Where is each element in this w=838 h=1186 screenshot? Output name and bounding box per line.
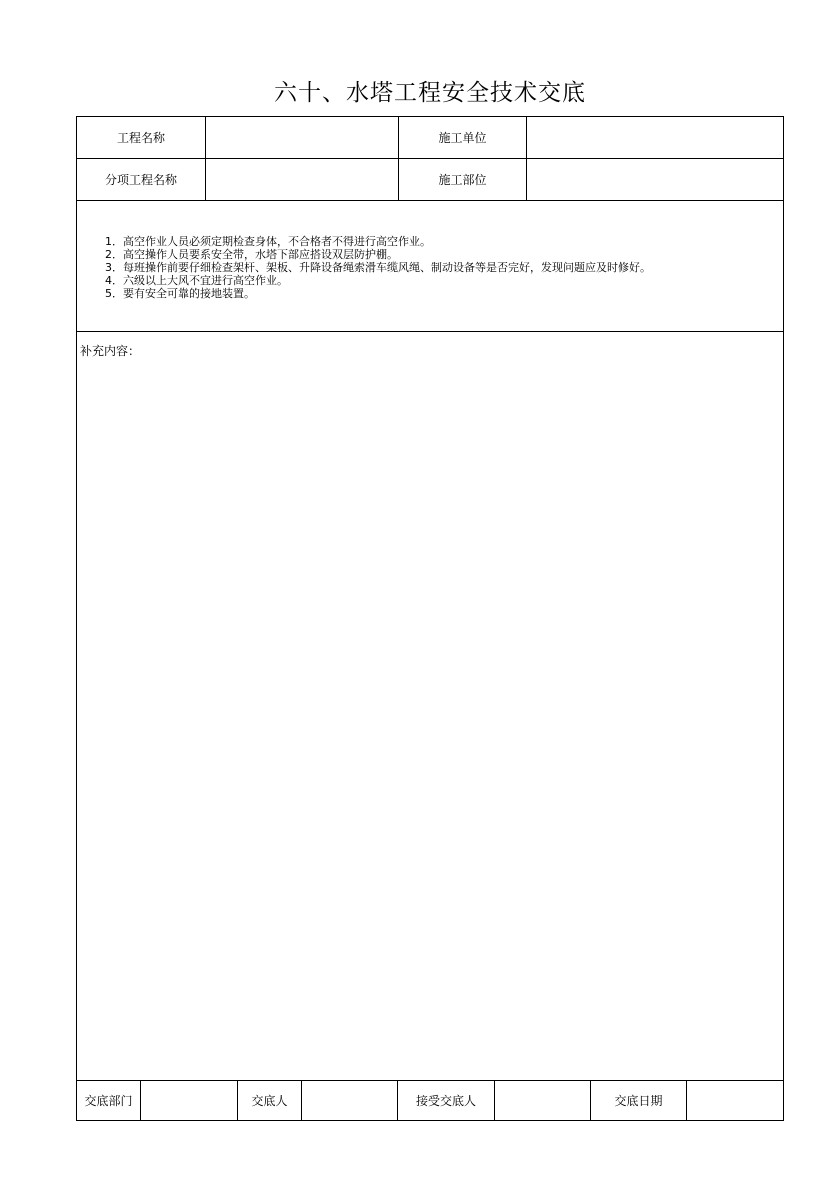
safety-item: 1．高空作业人员必须定期检查身体，不合格者不得进行高空作业。 bbox=[105, 235, 431, 248]
construction-part-field[interactable] bbox=[527, 159, 783, 200]
page-title: 六十、水塔工程安全技术交底 bbox=[274, 80, 586, 106]
date-field[interactable] bbox=[687, 1081, 783, 1120]
construction-unit-label: 施工单位 bbox=[399, 117, 527, 158]
date-label: 交底日期 bbox=[591, 1081, 687, 1120]
project-name-field[interactable] bbox=[206, 117, 399, 158]
dept-field[interactable] bbox=[141, 1081, 238, 1120]
safety-content-section bbox=[77, 201, 783, 332]
safety-items-list bbox=[105, 235, 651, 300]
supplement-label: 补充内容： bbox=[80, 344, 141, 358]
project-name-row bbox=[77, 117, 783, 159]
presenter-field[interactable] bbox=[302, 1081, 398, 1120]
receiver-label: 接受交底人 bbox=[398, 1081, 495, 1120]
sub-project-field[interactable] bbox=[206, 159, 399, 200]
dept-label: 交底部门 bbox=[77, 1081, 141, 1120]
safety-item: 4．六级以上大风不宜进行高空作业。 bbox=[105, 274, 288, 287]
safety-item: 5．要有安全可靠的接地装置。 bbox=[105, 287, 255, 300]
presenter-label: 交底人 bbox=[238, 1081, 302, 1120]
construction-part-label: 施工部位 bbox=[399, 159, 527, 200]
sub-project-row bbox=[77, 159, 783, 201]
safety-item: 3．每班操作前要仔细检查架杆、架板、升降设备绳索滑车缆风绳、制动设备等是否完好，发现问题应及时修好。 bbox=[105, 261, 651, 274]
signature-row bbox=[77, 1081, 783, 1121]
project-name-label: 工程名称 bbox=[77, 117, 206, 158]
disclosure-form bbox=[76, 116, 784, 1121]
safety-item: 2．高空操作人员要系安全带，水塔下部应搭设双层防护棚。 bbox=[105, 248, 398, 261]
construction-unit-field[interactable] bbox=[527, 117, 783, 158]
receiver-field[interactable] bbox=[495, 1081, 591, 1120]
supplement-section[interactable] bbox=[77, 332, 783, 1081]
sub-project-label: 分项工程名称 bbox=[77, 159, 206, 200]
